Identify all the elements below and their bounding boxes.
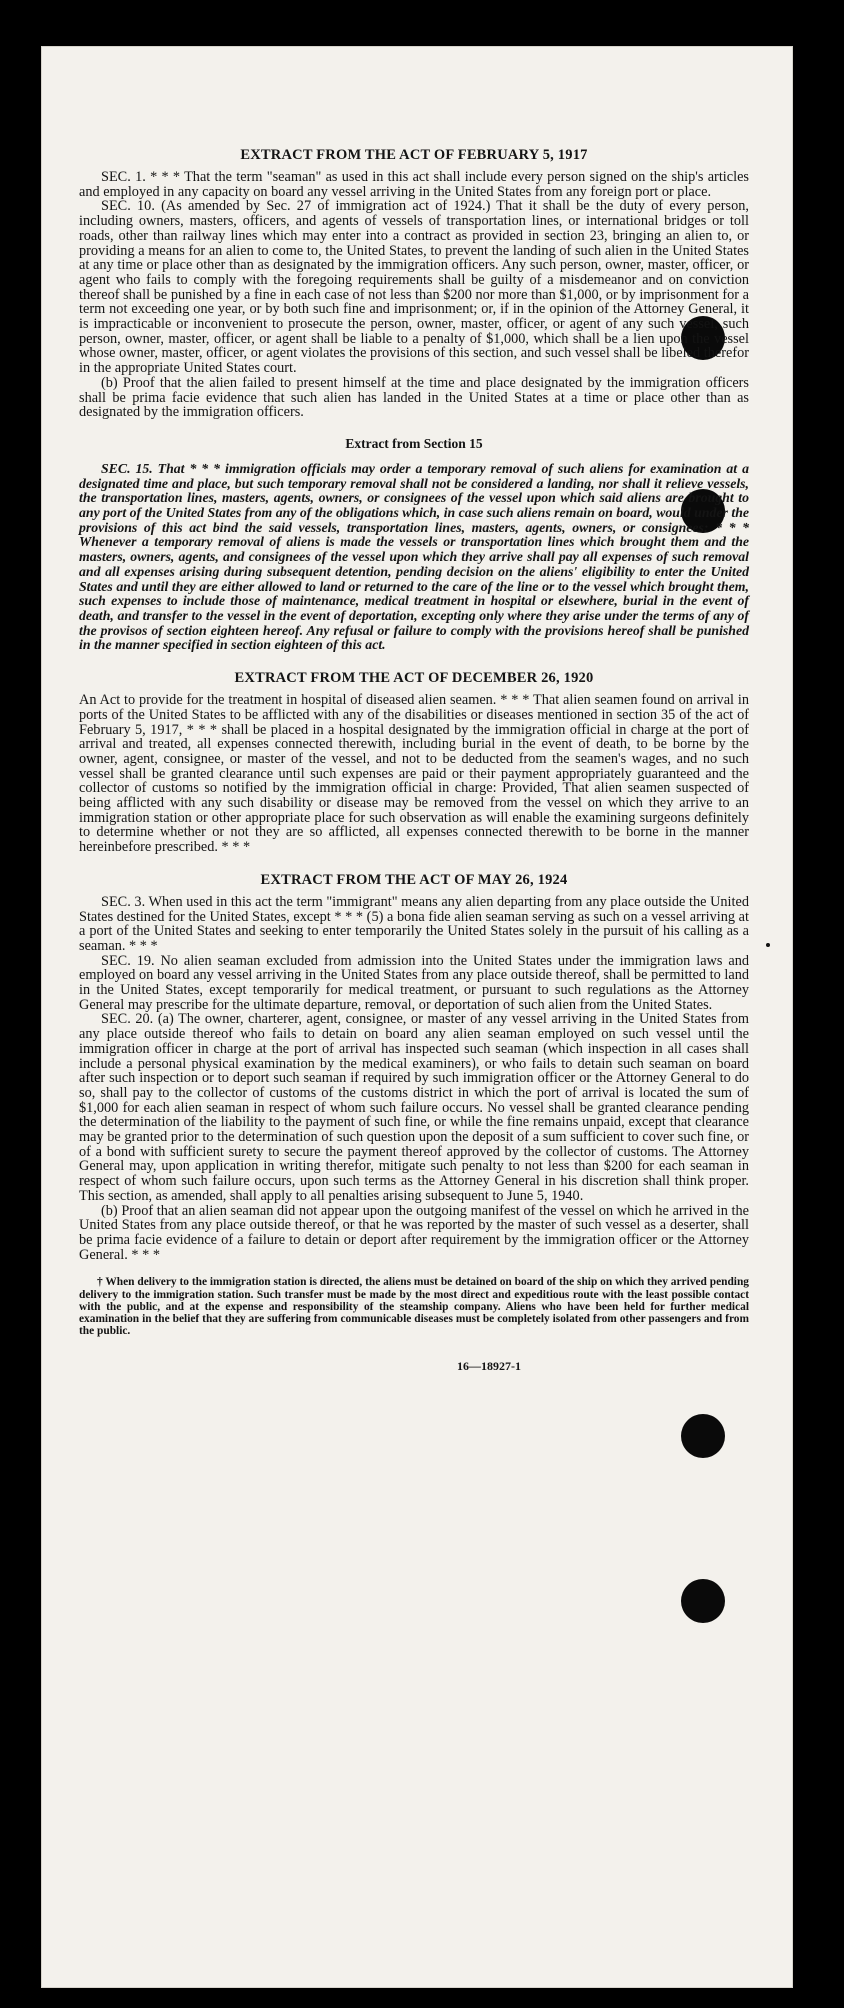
- section-act-1917: [79, 146, 749, 420]
- section-title: EXTRACT FROM THE ACT OF MAY 26, 1924: [260, 871, 568, 888]
- paragraph: (b) Proof that the alien failed to present himself at the time and place designated by the immigration officers shall be prima facie evidence that such alien has landed in the United States at a time or place other than as designated by the immigration officers.: [79, 374, 749, 421]
- document-body: [79, 146, 749, 1374]
- section-title: EXTRACT FROM THE ACT OF DECEMBER 26, 1920: [234, 670, 594, 687]
- paragraph: (b) Proof that an alien seaman did not appear upon the outgoing manifest of the vessel on which he arrived in the United States from any place outside thereof, or that he was reported by the master of such vessel as a deserter, shall be prima facie evidence of a failure to detain or deport after requirement by the immigration officer or the Attorney General. * * *: [79, 1202, 749, 1263]
- section-title: EXTRACT FROM THE ACT OF FEBRUARY 5, 1917: [240, 147, 588, 163]
- paragraph: SEC. 20. (a) The owner, charterer, agent, consignee, or master of any vessel arriving in the United States from any place outside thereof who fails to detain on board any alien seaman employed on such vessel until the immigration officer in charge at the port of arrival has inspected such seaman (which inspection in all cases shall include a personal physical examination by the medical examiners), or who fails to detain such seaman on board after such inspection or to deport such seaman if required by such immigration officer or the Attorney General to do so, shall pay to the collector of customs of the customs district in which the port of arrival is located the sum of $1,000 for each alien seaman in respect of whom such failure occurs. No vessel shall be granted clearance pending the determination of the liability to the payment of such fine, or while the fine remains unpaid, except that clearance may be granted prior to the determination of such question upon the deposit of a sum sufficient to cover such fine, or of a bond with sufficient surety to secure the payment thereof approved by the collector of customs. The Attorney General may, upon application in writing therefor, mitigate such penalty to not less than $200 for each seaman in respect of whom such failure occurs, upon such terms as the Attorney General in his discretion shall think proper. This section, as amended, shall apply to all penalties arising subsequent to June 5, 1940.: [79, 1011, 749, 1204]
- binder-hole: [681, 1414, 725, 1458]
- section-act-1920: [79, 669, 749, 855]
- section-15-extract: [79, 436, 749, 653]
- paragraph: SEC. 10. (As amended by Sec. 27 of immigration act of 1924.) That it shall be the duty of every person, including owners, masters, officers, and agents of vessels of transportation lines, or international bridges or toll roads, other than railway lines which may enter into a contract as provided in section 23, bringing an alien to, or providing a means for an alien to come to, the United States, to prevent the landing of such alien in the United States at any time or place other than as designated by the immigration officers. Any such person, owner, master, officer, or agent who fails to comply with the foregoing requirements shall be guilty of a misdemeanor and on conviction thereof shall be punished by a fine in each case of not less than $200 nor more than $1,000, or by imprisonment for a term not exceeding one year, or by both such fine and imprisonment; or, if in the opinion of the Attorney General, it is impracticable or inconvenient to prosecute the person, owner, master, officer, or agent of any such vessel, such person, owner, master, officer, or agent shall be liable to a penalty of $1,000, which shall be a lien upon the vessel whose owner, master, officer, or agent violates the provisions of this section, and such vessel shall be libeled therefor in the appropriate United States court.: [79, 198, 749, 377]
- binder-hole: [681, 1579, 725, 1623]
- section-subtitle: Extract from Section 15: [345, 435, 483, 451]
- footnote: † When delivery to the immigration station is directed, the aliens must be detained on board of the ship on which they arrived pending delivery to the immigration station. Such transfer must be made by the most direct and expeditious route with the least possible contact with the public, and at the expense and responsibility of the steamship company. Aliens who have been held for further medical examination in the belief that they are suffering from communicable diseases must be completely isolated from other passengers and from the public.: [79, 1276, 749, 1338]
- paragraph: SEC. 3. When used in this act the term "immigrant" means any alien departing from any place outside the United States destined for the United States, except * * * (5) a bona fide alien seaman serving as such on a vessel arriving at a port of the United States and seeking to enter temporarily the United States solely in the pursuit of his calling as a seaman. * * *: [79, 893, 749, 954]
- paragraph: An Act to provide for the treatment in hospital of diseased alien seamen. * * * That alien seamen found on arrival in ports of the United States to be afflicted with any of the disabilities or diseases mentioned in section 35 of the act of February 5, 1917, * * * shall be placed in a hospital designated by the immigration official in charge at the port of arrival and treated, all expenses connected therewith, including burial in the event of death, to be borne by the owner, agent, consignee, or master of the vessel, and not to be deducted from the seamen's wages, and no such vessel shall be granted clearance until such expenses are paid or their payment appropriately guaranteed and the collector of customs so notified by the immigration official in charge: Provided, That alien seamen suspected of being afflicted with any such disability or disease may be removed from the vessel on which they arrive to an immigration station or other appropriate place for such observation as will enable the examining surgeons definitely to determine whether or not they are so afflicted, all expenses connected therewith to be borne in the manner hereinbefore prescribed. * * *: [79, 692, 749, 856]
- paragraph: SEC. 19. No alien seaman excluded from admission into the United States under the immigration laws and employed on board any vessel arriving in the United States from any place outside thereof, shall be permitted to land in the United States, except temporarily for medical treatment, or pursuant to such regulations as the Attorney General may prescribe for the ultimate departure, removal, or deportation of such alien from the United States.: [79, 952, 749, 1013]
- paragraph: SEC. 1. * * * That the term "seaman" as used in this act shall include every person signed on the ship's articles and employed in any capacity on board any vessel arriving in the United States from any foreign port or place.: [79, 169, 749, 200]
- document-page: [41, 46, 793, 1988]
- ink-speck: [766, 943, 770, 947]
- section-act-1924: [79, 871, 749, 1263]
- paragraph: SEC. 15. That * * * immigration officials may order a temporary removal of such aliens for examination at a designated time and place, but such temporary removal shall not be considered a landing, nor shall it relieve vessels, the transportation lines, masters, agents, owners, or consignees of the vessel upon which said aliens are brought to any port of the United States from any of the obligations which, in case such aliens remain on board, would under the provisions of this act bind the said vessels, transportation lines, masters, agents, owners, or consignees: * * * Whenever a temporary removal of aliens is made the vessels or transportation lines which brought them and the masters, owners, agents, and consignees of the vessel upon which they arrive shall pay all expenses of such removal and all expenses arising during subsequent detention, pending decision on the aliens' eligibility to enter the United States and until they are either allowed to land or returned to the care of the line or to the vessel which brought them, such expenses to include those of maintenance, medical treatment in hospital or elsewhere, burial in the event of death, and transfer to the vessel in the event of deportation, excepting only where they arise under the terms of any of the provisos of section eighteen hereof. Any refusal or failure to comply with the provisions hereof shall be punished in the manner specified in section eighteen of this act.: [79, 460, 749, 653]
- form-number: 16—18927-1: [457, 1359, 521, 1374]
